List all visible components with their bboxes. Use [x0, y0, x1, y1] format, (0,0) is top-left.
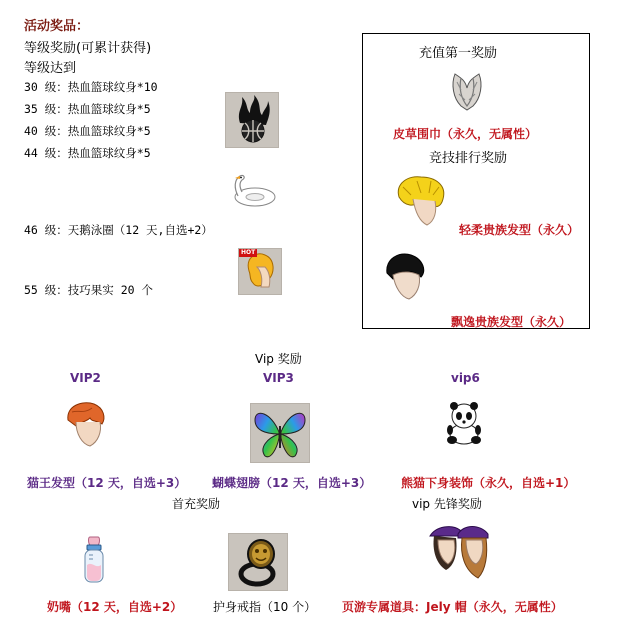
- recharge-first-title: 充值第一奖励: [419, 46, 498, 61]
- pacifier-label: 奶嘴（12 天，自选+2）: [47, 600, 183, 614]
- protective-ring-label: 护身戒指（10 个）: [213, 600, 317, 614]
- butterfly-wings-label: 蝴蝶翅膀（12 天，自选+3）: [212, 476, 372, 490]
- panda-decoration-icon: [442, 398, 486, 446]
- first-charge-title: 首充奖励: [172, 497, 221, 511]
- recharge-reward-box: [362, 33, 590, 329]
- butterfly-wings-icon: [250, 403, 310, 463]
- level-reward-44: 44 级：热血篮球纹身*5: [24, 146, 151, 160]
- elvis-hairstyle-label: 猫王发型（12 天，自选+3）: [27, 476, 187, 490]
- vip2-label: VIP2: [70, 371, 101, 385]
- vip-reward-title: Vip 奖励: [255, 352, 302, 366]
- level-reach-heading: 等级达到: [24, 61, 77, 76]
- vip-pioneer-title: vip 先锋奖励: [412, 497, 482, 511]
- rank-reward-title: 竞技排行奖励: [429, 151, 508, 166]
- panda-decoration-label: 熊猫下身装饰（永久，自选+1）: [401, 476, 576, 490]
- vip6-label: vip6: [451, 371, 480, 385]
- level-reward-40: 40 级：热血篮球纹身*5: [24, 124, 151, 138]
- soft-noble-hairstyle-label: 轻柔贵族发型（永久）: [459, 223, 580, 237]
- jely-hat-icon: [426, 520, 492, 582]
- swan-float-icon: [228, 170, 278, 210]
- vip3-label: VIP3: [263, 371, 294, 385]
- soft-noble-hairstyle-icon: [393, 173, 449, 229]
- elvis-hairstyle-icon: [62, 400, 110, 450]
- fur-scarf-icon: [447, 68, 487, 112]
- page-title: 活动奖品：: [24, 19, 90, 34]
- level-reward-30: 30 级：热血篮球纹身*10: [24, 80, 158, 94]
- hot-badge: HOT: [241, 249, 256, 256]
- jely-hat-label: 页游专属道具：Jely 帽（永久，无属性）: [342, 600, 563, 614]
- pacifier-bottle-icon: [76, 535, 112, 585]
- level-reward-55: 55 级：技巧果实 20 个: [24, 283, 153, 297]
- basketball-tattoo-icon: [225, 92, 279, 148]
- protective-ring-icon: [228, 533, 288, 591]
- elegant-noble-hairstyle-label: 飘逸贵族发型（永久）: [451, 315, 572, 329]
- skill-fruit-icon: [238, 248, 282, 295]
- fur-scarf-label: 皮草围巾（永久，无属性）: [393, 127, 538, 141]
- level-reward-46: 46 级：天鹅泳圈（12 天,自选+2）: [24, 223, 213, 237]
- level-reward-35: 35 级：热血篮球纹身*5: [24, 102, 151, 116]
- level-reward-heading: 等级奖励(可累计获得): [24, 41, 152, 56]
- elegant-noble-hairstyle-icon: [381, 251, 429, 303]
